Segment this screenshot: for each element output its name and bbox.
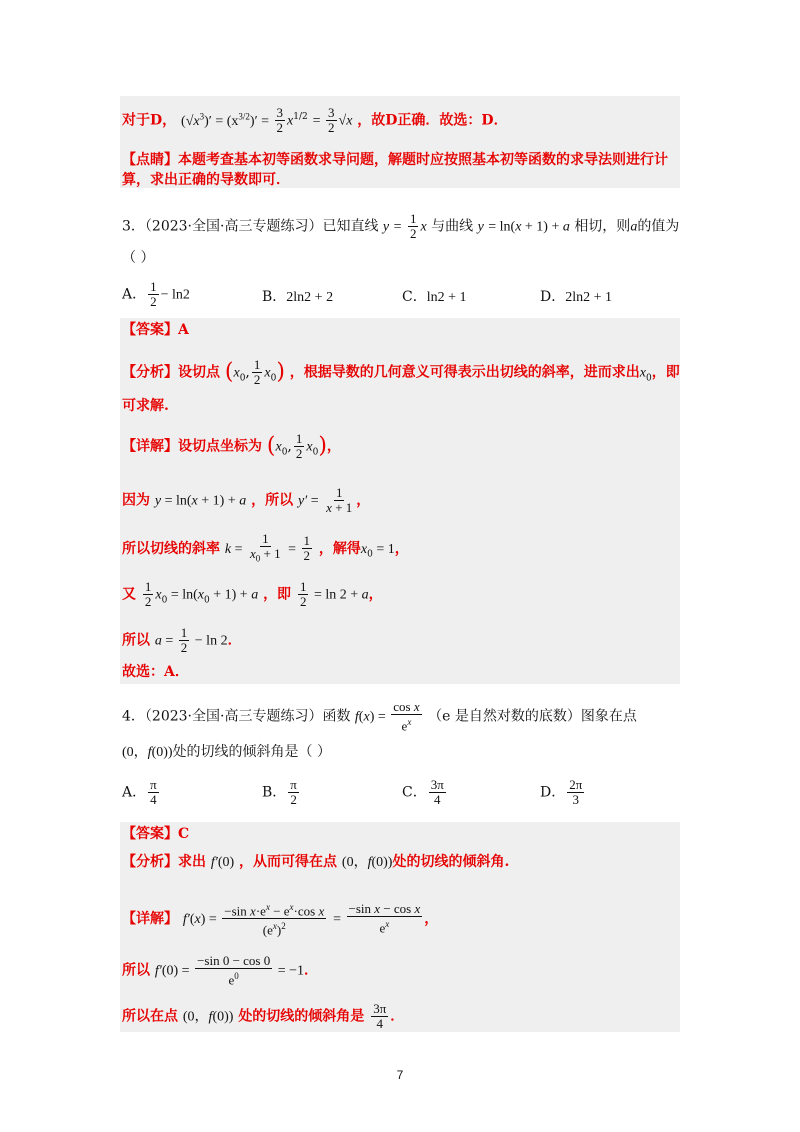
q3-analysis-2: 可求解. [122, 398, 169, 414]
q3-answer: 【答案】A [122, 322, 189, 338]
q4-option-b[interactable]: B． $\frac{\pi}{2}$ [262, 777, 297, 807]
dianjing-line-1: 【点睛】本题考查基本初等函数求导问题，解题时应按照基本初等函数的求导法则进行计 [122, 152, 668, 168]
q3-option-c[interactable]: C．ln2 + 1 [402, 289, 467, 305]
q3-option-d[interactable]: D．2ln2 + 1 [540, 289, 613, 305]
q3-detail-2: 因为 y = ln(x + 1) + a ，所以 y′ = $\frac{1}{x + 1}$ ， [122, 485, 371, 515]
q3-choose: 故选：A． [122, 664, 189, 680]
q4-answer: 【答案】C [122, 826, 190, 842]
q3-stem: 3．（2023·全国·高三专题练习）已知直线 y = $\frac{1}{2}$ x 与曲线 y = ln(x + 1) + a 相切，则a的值为 [122, 211, 680, 241]
q3-option-a[interactable]: A． $\frac{1}{2}$ − ln2 [122, 279, 190, 309]
q3-analysis-1: 【分析】设切点 ($x_0$, $\frac{1}{2}$ $x_0$) ，根据导数的几何意义可得表示出切线的斜率，进而求出$x_0$，即 [122, 357, 680, 387]
q3-detail-5: 所以 a = $\frac{1}{2}$ − ln 2． [122, 625, 242, 655]
dianjing-line-2: 算，求出正确的导数即可． [122, 172, 290, 188]
q4-option-d[interactable]: D． $\frac{2\pi}{3}$ [540, 777, 583, 807]
page-number: 7 [396, 1068, 404, 1082]
q4-option-c[interactable]: C． $\frac{3\pi}{4}$ [402, 777, 444, 807]
q4-analysis: 【分析】求出 f′(0) ，从而可得在点 (0，f(0))处的切线的倾斜角. [122, 854, 510, 870]
q4-stem: 4．（2023·全国·高三专题练习）函数 f(x) = $\frac{\text{cos x}}{e^x}$ （e 是自然对数的底数）图象在点 [122, 699, 637, 734]
q4-detail-3: 所以在点 (0，f(0)) 处的切线的倾斜角是 $\frac{3\pi}{4}$ ． [122, 1001, 405, 1031]
q3-option-b[interactable]: B．2ln2 + 2 [262, 289, 334, 305]
option-d-derivation: 对于D， $(√x^3)' = (x^{3/2})'$ = $\frac{3}{2}$ $x^{1/2}$ = $\frac{3}{2}$ √x ，故D正确．故选：D． [122, 105, 508, 136]
q3-detail-1: 【详解】设切点坐标为 ($x_0$, $\frac{1}{2}$ $x_0$)， [122, 431, 341, 461]
q4-stem-2: (0，f(0))处的切线的倾斜角是（ ） [122, 744, 332, 760]
q3-detail-4: 又 $\frac{1}{2}$ $x_0 = \ln(x_0 + 1) + a$ ，即 $\frac{1}{2}$ = ln 2 + a， [122, 579, 383, 609]
q3-detail-3: 所以切线的斜率 k = $\frac{1}{x_0 + 1}$ = $\frac{1}{2}$ ，解得$x_0 = 1$， [122, 531, 409, 564]
q4-detail-1: 【详解】 f′(x) = $\frac{-\sin x\cdot e^x - e^x\cdot\cos x}{(e^x)^2}$ = $\frac{\text{−sin x − cos x}}{e^x}$ ， [122, 901, 439, 938]
q4-detail-2: 所以 f′(0) = $\frac{-\sin 0 - \cos 0}{e^0}$ = −1． [122, 953, 319, 988]
q4-option-a[interactable]: A． $\frac{\pi}{4}$ [122, 777, 157, 807]
q3-paren: （ ） [122, 250, 155, 266]
